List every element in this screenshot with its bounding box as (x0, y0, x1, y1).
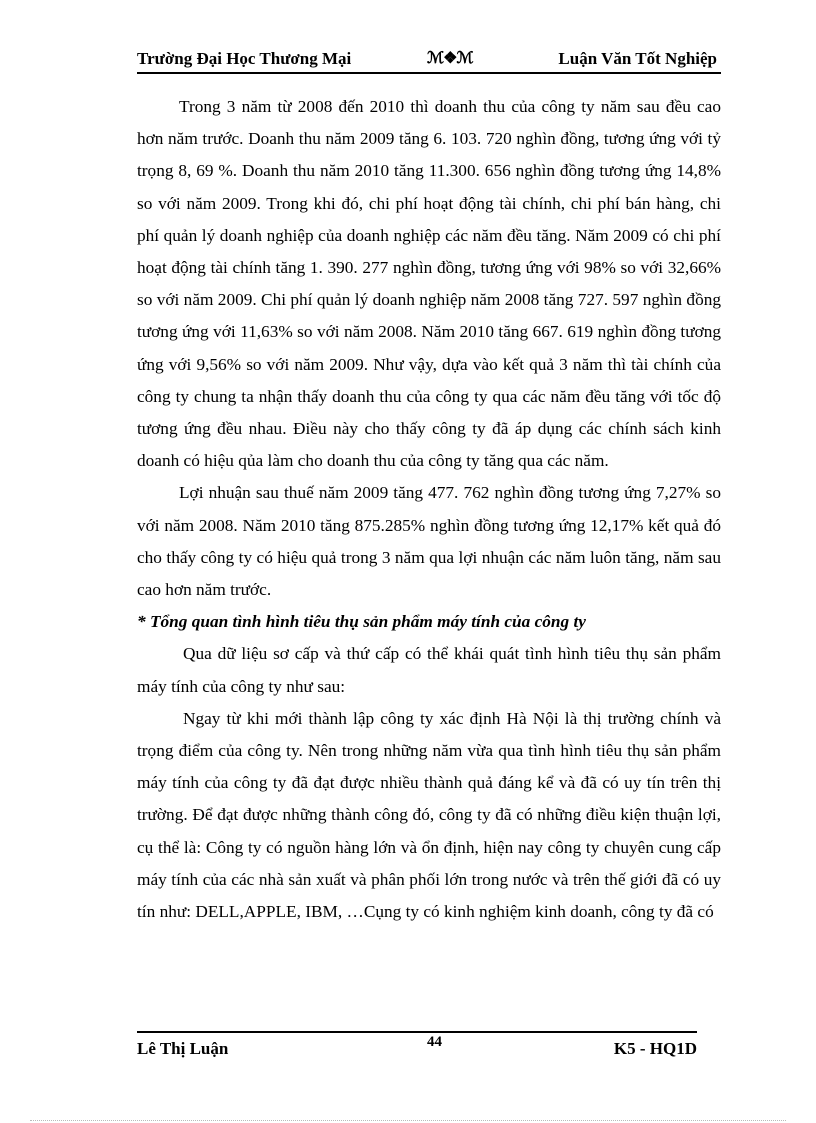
header-school: Trường Đại Học Thương Mại (137, 49, 352, 68)
paragraph-profit: Lợi nhuận sau thuế năm 2009 tăng 477. 762 nghìn đồng tương ứng 7,27% so với năm 2008. Năm 2010 tăng 875.285% nghìn đồng tương ứng 12,17% kết quả đó cho thấy công ty có hiệu quả trong 3 năm qua lợi nhuận các năm luôn tăng, năm sau cao hơn năm trước. (137, 483, 721, 600)
footer-author: Lê Thị Luận (137, 1039, 229, 1058)
section-heading: * Tổng quan tình hình tiêu thụ sản phẩm máy tính của công ty (137, 612, 586, 632)
paragraph-market: Ngay từ khi mới thành lập công ty xác định Hà Nội là thị trường chính và trọng điểm của công ty. Nên trong những năm vừa qua tình hình tiêu thụ sản phẩm máy tính của công ty đã đạt được nhiều thành quả đáng kể và đã có uy tín trên thị trường. Để đạt được những thành công đó, công ty đã có những điều kiện thuận lợi, cụ thể là: Công ty có nguồn hàng lớn và ổn định, hiện nay công ty chuyên cung cấp máy tính của các nhà sản xuất và phân phối lớn trong nước và trên thế giới đã có uy tín như: DELL,APPLE, IBM, …Cụng ty có kinh nghiệm kinh doanh, công ty đã có (137, 708, 721, 922)
page-footer (137, 1031, 697, 1063)
page-number: 44 (427, 1034, 442, 1050)
header-thesis-title: Luận Văn Tốt Nghiệp (558, 49, 717, 68)
page-border-dots (30, 1120, 786, 1121)
paragraph-revenue: Trong 3 năm từ 2008 đến 2010 thì doanh thu của công ty năm sau đều cao hơn năm trước. Doanh thu năm 2009 tăng 6. 103. 720 nghìn đồng, tương ứng với tỷ trọng 8, 69 %. Doanh thu năm 2010 tăng 11.300. 656 nghìn đồng tương ứng 14,8% so với năm 2009. Trong khi đó, chi phí hoạt động tài chính, chi phí bán hàng, chi phí quản lý doanh nghiệp của doanh nghiệp các năm đều tăng. Năm 2009 có chi phí hoạt động tài chính tăng 1. 390. 277 nghìn đồng, tương ứng với 98% so với 32,66% so với năm 2009. Chi phí quản lý doanh nghiệp năm 2008 tăng 727. 597 nghìn đồng tương ứng với 11,63% so với năm 2008. Năm 2010 tăng 667. 619 nghìn đồng tương ứng với 9,56% so với năm 2009. Như vậy, dựa vào kết quả 3 năm thì tài chính của công ty chung ta nhận thấy doanh thu của công ty qua các năm đều tăng với tốc độ tương ứng đều nhau. Điều này cho thấy công ty đã áp dụng các chính sách kinh doanh có hiệu qủa làm cho doanh thu của công ty tăng qua các năm. (137, 97, 721, 471)
header-ornament: ℳ❖ℳ (427, 50, 473, 67)
document-body (137, 91, 721, 928)
paragraph-overview: Qua dữ liệu sơ cấp và thứ cấp có thể khái quát tình hình tiêu thụ sản phẩm máy tính của công ty như sau: (137, 644, 721, 696)
footer-class: K5 - HQ1D (613, 1039, 697, 1058)
page-header (137, 48, 721, 74)
